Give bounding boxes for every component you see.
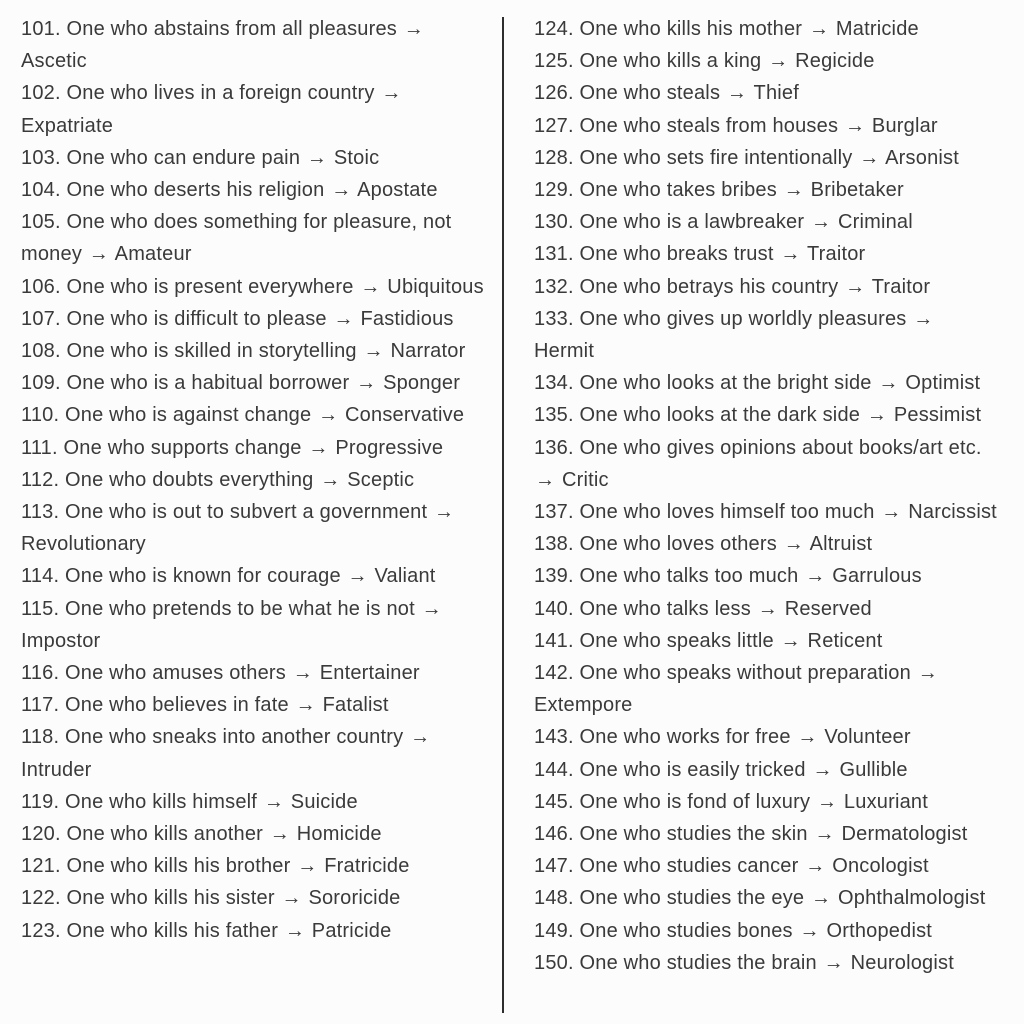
arrow-icon: → bbox=[797, 726, 818, 749]
list-item bbox=[21, 335, 490, 367]
list-item bbox=[534, 206, 998, 238]
entry-phrase: One who can endure pain bbox=[66, 146, 301, 169]
entry-number: 128. bbox=[534, 146, 574, 169]
entry-number: 105. bbox=[21, 211, 61, 234]
arrow-icon: → bbox=[295, 694, 316, 717]
list-item bbox=[21, 174, 490, 206]
list-item bbox=[534, 625, 998, 657]
list-item bbox=[21, 560, 490, 592]
entry-word: Stoic bbox=[333, 146, 380, 169]
arrow-icon: → bbox=[810, 211, 832, 234]
entry-number: 129. bbox=[534, 179, 574, 202]
entry-number: 122. bbox=[21, 887, 61, 910]
entry-number: 134. bbox=[534, 372, 574, 395]
entry-word: Burglar bbox=[871, 114, 938, 137]
arrow-icon: → bbox=[726, 82, 748, 105]
entry-phrase: One who pretends to be what he is not bbox=[65, 597, 415, 620]
arrow-icon: → bbox=[811, 887, 832, 910]
entry-word: Garrulous bbox=[832, 565, 922, 588]
entry-phrase: One who sneaks into another country bbox=[65, 726, 404, 749]
entry-phrase: One who studies bones bbox=[579, 919, 793, 942]
entry-word: Critic bbox=[561, 468, 609, 491]
list-item bbox=[21, 850, 490, 882]
entry-phrase: One who is fond of luxury bbox=[579, 790, 811, 813]
entry-phrase: One who kills his sister bbox=[66, 887, 275, 910]
entry-number: 107. bbox=[21, 307, 61, 330]
entry-number: 143. bbox=[534, 726, 574, 749]
entry-phrase: One who talks less bbox=[579, 597, 751, 620]
arrow-icon: → bbox=[360, 275, 381, 298]
entry-phrase: One who breaks trust bbox=[579, 243, 774, 266]
entry-number: 135. bbox=[534, 404, 574, 427]
entry-word: Orthopedist bbox=[826, 919, 933, 942]
arrow-icon: → bbox=[356, 372, 377, 395]
entry-number: 141. bbox=[534, 629, 574, 652]
list-column-left bbox=[0, 0, 502, 1024]
entry-word: Altruist bbox=[809, 533, 873, 556]
entry-phrase: One who kills another bbox=[66, 823, 264, 846]
list-item bbox=[21, 303, 490, 335]
entry-word: Gullible bbox=[839, 758, 908, 781]
entry-word: Volunteer bbox=[824, 726, 911, 749]
entry-phrase: One who kills his mother bbox=[579, 18, 803, 40]
entry-word: Hermit bbox=[534, 340, 595, 363]
entry-number: 116. bbox=[21, 662, 60, 685]
entry-word: Homicide bbox=[296, 823, 382, 846]
entry-number: 140. bbox=[534, 597, 574, 620]
entry-phrase: One who looks at the bright side bbox=[579, 372, 872, 395]
entry-word: Expatriate bbox=[21, 114, 114, 137]
entry-word: Apostate bbox=[357, 179, 438, 202]
entry-number: 114. bbox=[21, 565, 60, 588]
entry-word: Sceptic bbox=[347, 468, 415, 491]
entry-number: 115. bbox=[21, 597, 60, 620]
arrow-icon: → bbox=[284, 919, 306, 942]
entry-number: 110. bbox=[21, 404, 60, 427]
arrow-icon: → bbox=[535, 468, 556, 491]
list-column-right bbox=[502, 0, 1024, 1024]
arrow-icon: → bbox=[913, 307, 934, 330]
entry-number: 103. bbox=[21, 146, 61, 169]
list-item bbox=[534, 142, 998, 174]
entry-phrase: One who is against change bbox=[65, 404, 312, 427]
list-item bbox=[21, 206, 490, 270]
list-item bbox=[534, 850, 998, 882]
list-item bbox=[534, 303, 998, 367]
entry-number: 123. bbox=[21, 919, 61, 942]
entry-number: 108. bbox=[21, 340, 61, 363]
entry-phrase: One who works for free bbox=[579, 726, 791, 749]
list-item bbox=[534, 657, 998, 721]
list-item bbox=[534, 915, 998, 947]
list-item bbox=[21, 818, 490, 850]
entry-word: Bribetaker bbox=[810, 179, 904, 202]
arrow-icon: → bbox=[297, 855, 318, 878]
list-item bbox=[534, 432, 998, 496]
arrow-icon: → bbox=[421, 597, 442, 620]
entry-word: Arsonist bbox=[885, 146, 959, 169]
entry-number: 137. bbox=[534, 501, 574, 524]
entry-word: Amateur bbox=[114, 243, 192, 266]
arrow-icon: → bbox=[783, 533, 804, 556]
arrow-icon: → bbox=[281, 887, 302, 910]
entry-word: Progressive bbox=[335, 436, 444, 459]
entry-word: Ascetic bbox=[21, 50, 87, 73]
entry-phrase: One who takes bribes bbox=[579, 179, 777, 202]
list-item bbox=[21, 464, 490, 496]
entry-phrase: One who speaks without preparation bbox=[579, 662, 911, 685]
entry-word: Neurologist bbox=[850, 951, 954, 974]
arrow-icon: → bbox=[859, 146, 880, 169]
list-item bbox=[534, 110, 998, 142]
arrow-icon: → bbox=[844, 114, 866, 137]
entry-number: 145. bbox=[534, 790, 574, 813]
entry-number: 109. bbox=[21, 372, 61, 395]
list-item bbox=[21, 915, 490, 947]
list-item bbox=[534, 528, 998, 560]
entry-word: Conservative bbox=[345, 404, 465, 427]
entry-phrase: One who gives opinions about books/art etc. bbox=[579, 436, 982, 459]
entry-phrase: One who abstains from all pleasures bbox=[66, 18, 397, 40]
entry-phrase: One who sets fire intentionally bbox=[579, 146, 853, 169]
list-item bbox=[21, 657, 490, 689]
entry-number: 142. bbox=[534, 662, 574, 685]
list-item bbox=[534, 77, 998, 109]
entry-word: Intruder bbox=[21, 758, 92, 781]
arrow-icon: → bbox=[381, 82, 402, 105]
entry-number: 136. bbox=[534, 436, 574, 459]
entry-word: Oncologist bbox=[832, 855, 929, 878]
entry-phrase: One who is known for courage bbox=[65, 565, 341, 588]
entry-number: 149. bbox=[534, 919, 574, 942]
list-item bbox=[21, 689, 490, 721]
arrow-icon: → bbox=[308, 436, 329, 459]
entry-phrase: One who is a habitual borrower bbox=[66, 372, 350, 395]
entry-number: 150. bbox=[534, 951, 574, 974]
entry-word: Patricide bbox=[311, 919, 392, 942]
list-item bbox=[534, 238, 998, 270]
list-item bbox=[534, 271, 998, 303]
list-item bbox=[21, 142, 490, 174]
entry-word: Criminal bbox=[837, 211, 913, 234]
arrow-icon: → bbox=[269, 823, 290, 846]
arrow-icon: → bbox=[780, 629, 801, 652]
entry-phrase: One who is easily tricked bbox=[579, 758, 806, 781]
arrow-icon: → bbox=[814, 823, 835, 846]
entry-number: 144. bbox=[534, 758, 574, 781]
arrow-icon: → bbox=[292, 662, 313, 685]
entry-phrase: One who studies the brain bbox=[579, 951, 817, 974]
entry-number: 106. bbox=[21, 275, 61, 298]
entry-word: Pessimist bbox=[893, 404, 982, 427]
entry-word: Sponger bbox=[383, 372, 461, 395]
list-item bbox=[534, 721, 998, 753]
entry-word: Regicide bbox=[795, 50, 875, 73]
entry-word: Fastidious bbox=[360, 307, 454, 330]
entry-word: Suicide bbox=[290, 790, 358, 813]
list-item bbox=[21, 432, 490, 464]
list-item bbox=[21, 593, 490, 657]
arrow-icon: → bbox=[881, 501, 902, 524]
arrow-icon: → bbox=[306, 146, 328, 169]
arrow-icon: → bbox=[780, 243, 801, 266]
entry-phrase: One who looks at the dark side bbox=[579, 404, 861, 427]
entry-number: 111. bbox=[21, 436, 58, 459]
column-divider bbox=[502, 17, 504, 1013]
list-item bbox=[534, 882, 998, 914]
entry-word: Traitor bbox=[871, 275, 931, 298]
entry-number: 130. bbox=[534, 211, 574, 234]
arrow-icon: → bbox=[757, 597, 778, 620]
entry-number: 138. bbox=[534, 533, 574, 556]
entry-phrase: One who steals from houses bbox=[579, 114, 839, 137]
arrow-icon: → bbox=[917, 662, 938, 685]
arrow-icon: → bbox=[318, 404, 339, 427]
entry-phrase: One who deserts his religion bbox=[66, 179, 325, 202]
list-item bbox=[534, 174, 998, 206]
list-item bbox=[534, 947, 998, 979]
entry-number: 132. bbox=[534, 275, 574, 298]
list-item bbox=[534, 560, 998, 592]
entry-phrase: One who studies cancer bbox=[579, 855, 799, 878]
arrow-icon: → bbox=[799, 919, 820, 942]
arrow-icon: → bbox=[363, 340, 384, 363]
arrow-icon: → bbox=[878, 372, 899, 395]
list-item bbox=[21, 496, 490, 560]
entry-word: Ophthalmologist bbox=[837, 887, 986, 910]
arrow-icon: → bbox=[333, 307, 354, 330]
list-item bbox=[534, 45, 998, 77]
arrow-icon: → bbox=[845, 275, 866, 298]
list-item bbox=[21, 13, 490, 77]
entry-word: Fatalist bbox=[322, 694, 389, 717]
arrow-icon: → bbox=[805, 565, 826, 588]
entry-word: Sororicide bbox=[308, 887, 401, 910]
entry-number: 125. bbox=[534, 50, 574, 73]
entry-phrase: One who loves himself too much bbox=[579, 501, 875, 524]
entry-number: 139. bbox=[534, 565, 574, 588]
list-item bbox=[534, 818, 998, 850]
entry-phrase: One who amuses others bbox=[65, 662, 286, 685]
arrow-icon: → bbox=[812, 758, 833, 781]
entry-number: 112. bbox=[21, 468, 60, 491]
entry-word: Thief bbox=[753, 82, 799, 105]
arrow-icon: → bbox=[410, 726, 431, 749]
entry-word: Optimist bbox=[905, 372, 981, 395]
arrow-icon: → bbox=[263, 790, 285, 813]
entry-number: 126. bbox=[534, 82, 574, 105]
entry-phrase: One who is present everywhere bbox=[66, 275, 354, 298]
entry-word: Dermatologist bbox=[841, 823, 968, 846]
entry-phrase: One who talks too much bbox=[579, 565, 799, 588]
list-item bbox=[534, 593, 998, 625]
entry-phrase: One who studies the eye bbox=[579, 887, 805, 910]
entry-number: 133. bbox=[534, 307, 574, 330]
entry-phrase: One who supports change bbox=[63, 436, 302, 459]
list-item bbox=[21, 271, 490, 303]
entry-phrase: One who kills his father bbox=[66, 919, 279, 942]
entry-phrase: One who does something for pleasure, not money bbox=[21, 211, 452, 266]
entry-phrase: One who lives in a foreign country bbox=[66, 82, 375, 105]
list-item bbox=[534, 399, 998, 431]
list-item bbox=[534, 786, 998, 818]
entry-number: 117. bbox=[21, 694, 60, 717]
arrow-icon: → bbox=[823, 951, 844, 974]
entry-number: 121. bbox=[21, 855, 61, 878]
entry-word: Traitor bbox=[806, 243, 866, 266]
list-item bbox=[21, 882, 490, 914]
entry-word: Valiant bbox=[374, 565, 436, 588]
list-item bbox=[21, 786, 490, 818]
entry-number: 131. bbox=[534, 243, 574, 266]
list-item bbox=[534, 496, 998, 528]
entry-number: 113. bbox=[21, 501, 60, 524]
arrow-icon: → bbox=[331, 179, 352, 202]
arrow-icon: → bbox=[320, 468, 341, 491]
entry-phrase: One who betrays his country bbox=[579, 275, 839, 298]
entry-number: 147. bbox=[534, 855, 574, 878]
arrow-icon: → bbox=[88, 243, 109, 266]
arrow-icon: → bbox=[816, 790, 838, 813]
entry-phrase: One who is a lawbreaker bbox=[579, 211, 805, 234]
entry-number: 118. bbox=[21, 726, 60, 749]
entry-word: Reticent bbox=[807, 629, 883, 652]
entry-word: Revolutionary bbox=[21, 533, 146, 556]
entry-word: Impostor bbox=[21, 629, 101, 652]
list-item bbox=[534, 754, 998, 786]
entry-number: 104. bbox=[21, 179, 61, 202]
entry-phrase: One who doubts everything bbox=[65, 468, 314, 491]
entry-phrase: One who is difficult to please bbox=[66, 307, 327, 330]
entry-phrase: One who kills a king bbox=[579, 50, 762, 73]
entry-word: Luxuriant bbox=[843, 790, 928, 813]
entry-word: Matricide bbox=[835, 18, 919, 40]
entry-word: Narrator bbox=[390, 340, 466, 363]
entry-word: Fratricide bbox=[324, 855, 410, 878]
entry-number: 148. bbox=[534, 887, 574, 910]
entry-phrase: One who steals bbox=[579, 82, 721, 105]
entry-number: 101. bbox=[21, 18, 61, 40]
entry-number: 124. bbox=[534, 18, 574, 40]
entry-phrase: One who is out to subvert a government bbox=[65, 501, 428, 524]
entry-phrase: One who believes in fate bbox=[65, 694, 289, 717]
entry-number: 120. bbox=[21, 823, 61, 846]
entry-number: 102. bbox=[21, 82, 61, 105]
arrow-icon: → bbox=[768, 50, 789, 73]
arrow-icon: → bbox=[403, 18, 424, 40]
entry-phrase: One who speaks little bbox=[579, 629, 774, 652]
entry-phrase: One who loves others bbox=[579, 533, 777, 556]
arrow-icon: → bbox=[347, 565, 368, 588]
list-item bbox=[534, 367, 998, 399]
entry-phrase: One who studies the skin bbox=[579, 823, 808, 846]
list-item bbox=[21, 77, 490, 141]
entry-word: Entertainer bbox=[319, 662, 420, 685]
arrow-icon: → bbox=[805, 855, 826, 878]
entry-phrase: One who kills his brother bbox=[66, 855, 291, 878]
entry-word: Ubiquitous bbox=[387, 275, 484, 298]
entry-number: 146. bbox=[534, 823, 574, 846]
arrow-icon: → bbox=[808, 18, 830, 40]
arrow-icon: → bbox=[783, 179, 804, 202]
entry-phrase: One who kills himself bbox=[65, 790, 258, 813]
list-item bbox=[21, 721, 490, 785]
entry-word: Narcissist bbox=[908, 501, 997, 524]
list-item bbox=[21, 399, 490, 431]
list-item bbox=[534, 13, 998, 45]
list-item bbox=[21, 367, 490, 399]
arrow-icon: → bbox=[866, 404, 888, 427]
entry-number: 119. bbox=[21, 790, 60, 813]
entry-phrase: One who gives up worldly pleasures bbox=[579, 307, 907, 330]
entry-word: Reserved bbox=[784, 597, 872, 620]
arrow-icon: → bbox=[434, 501, 455, 524]
entry-word: Extempore bbox=[534, 694, 633, 717]
entry-phrase: One who is skilled in storytelling bbox=[66, 340, 357, 363]
entry-number: 127. bbox=[534, 114, 574, 137]
